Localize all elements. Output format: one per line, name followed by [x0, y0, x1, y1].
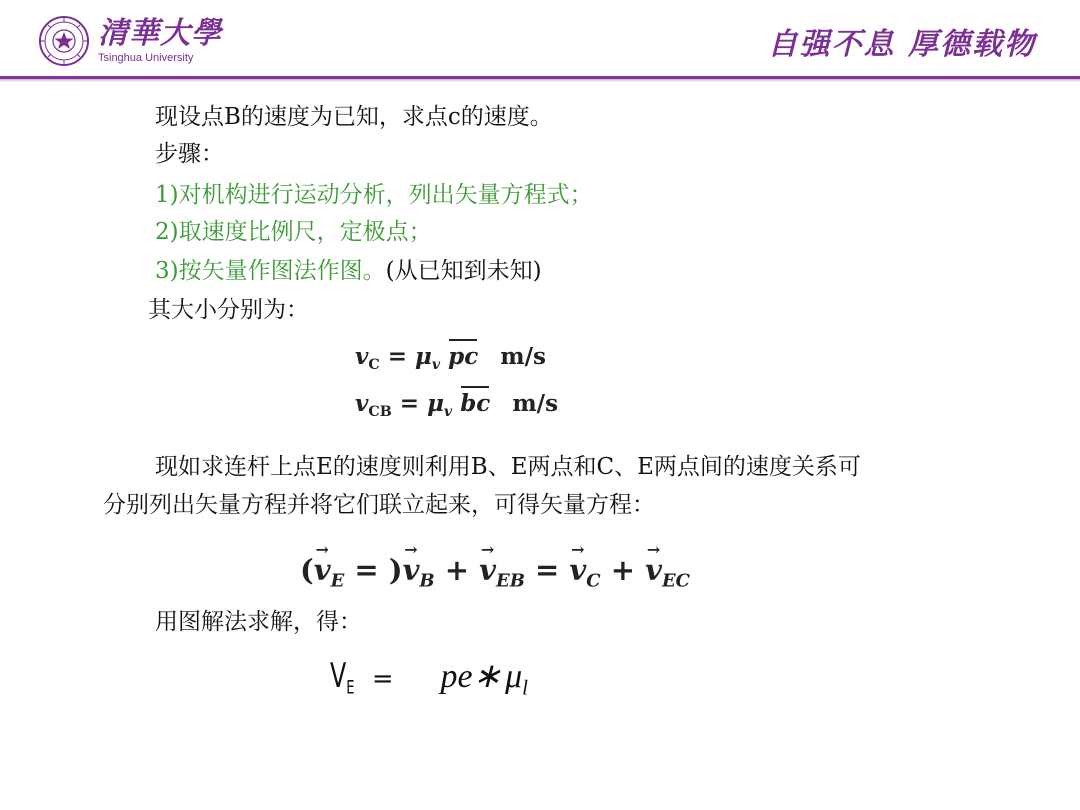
vector-vb: → v — [403, 552, 420, 588]
vector-eq-equals-2: = — [535, 553, 560, 587]
intro-line: 现设点B的速度为已知，求点c的速度。 — [155, 104, 553, 130]
vector-vec-sub: EC — [661, 570, 690, 592]
vector-vb-sub: B — [419, 570, 435, 592]
formula-vc-segment: pc — [448, 343, 479, 370]
vector-ve: → v — [314, 552, 331, 588]
step-3-text: 3)按矢量作图法作图。 — [155, 258, 386, 284]
vector-veb: → v — [479, 552, 496, 588]
formula-vcb — [355, 389, 558, 427]
formula-vcb-eq: = — [399, 390, 420, 417]
vector-ve-sub: E — [330, 570, 345, 592]
step-3-note: (从已知到未知) — [385, 258, 542, 284]
formula-vcb-segment: bc — [460, 390, 491, 417]
formula-vc-mu: μ — [415, 343, 432, 370]
vector-equation — [300, 552, 690, 599]
formula-vcb-mu-sub: v — [443, 403, 453, 420]
vector-veb-sub: EB — [496, 570, 525, 592]
final-lhs-sub: E — [346, 677, 355, 699]
university-motto: 自强不息 厚德载物 — [767, 27, 1036, 62]
vector-eq-close-paren: ) — [388, 553, 403, 587]
final-lhs-letter: V — [330, 656, 347, 696]
tsinghua-seal-logo — [38, 15, 90, 67]
vector-vec: → v — [645, 552, 662, 588]
university-name-english: Tsinghua University — [98, 52, 194, 64]
steps-heading: 步骤： — [155, 141, 224, 167]
formula-vc-mu-sub: v — [431, 356, 441, 373]
formula-vcb-lhs-sub: CB — [368, 403, 392, 420]
paragraph-line-1: 现如求连杆上点E的速度则利用B、E两点和C、E两点间的速度关系可 — [155, 454, 861, 480]
formula-vc — [355, 342, 546, 380]
vector-eq-plus-2: + — [610, 553, 636, 587]
university-name: 清華大學 — [98, 16, 222, 51]
formula-vcb-lhs: v — [355, 390, 369, 417]
formula-vc-lhs-sub: C — [368, 356, 380, 373]
final-formula — [330, 654, 528, 711]
formula-vc-unit: m/s — [500, 343, 546, 370]
magnitude-heading: 其大小分别为： — [148, 297, 309, 323]
final-lhs — [330, 654, 355, 711]
formula-vcb-unit: m/s — [512, 390, 559, 417]
final-equals: = — [371, 664, 394, 694]
vector-vc: → v — [569, 552, 586, 588]
formula-vcb-mu: μ — [427, 390, 444, 417]
final-rhs: pe∗ — [440, 658, 502, 695]
formula-vc-eq: = — [387, 343, 408, 370]
step-3 — [155, 256, 542, 286]
vector-eq-plus-1: + — [444, 553, 470, 587]
step-2: 2)取速度比例尺，定极点； — [155, 219, 432, 245]
step-1: 1)对机构进行运动分析，列出矢量方程式； — [155, 182, 593, 208]
vector-eq-equals-1: = — [354, 553, 379, 587]
header-divider-shadow — [0, 79, 1080, 82]
formula-vc-lhs: v — [355, 343, 369, 370]
vector-vc-sub: C — [586, 570, 601, 592]
solve-line: 用图解法求解，得： — [155, 609, 362, 635]
vector-eq-open-paren: ( — [300, 553, 314, 587]
paragraph-line-2: 分别列出矢量方程并将它们联立起来，可得矢量方程： — [103, 492, 655, 518]
final-mu: μ — [505, 658, 523, 695]
final-mu-sub: l — [522, 675, 529, 700]
